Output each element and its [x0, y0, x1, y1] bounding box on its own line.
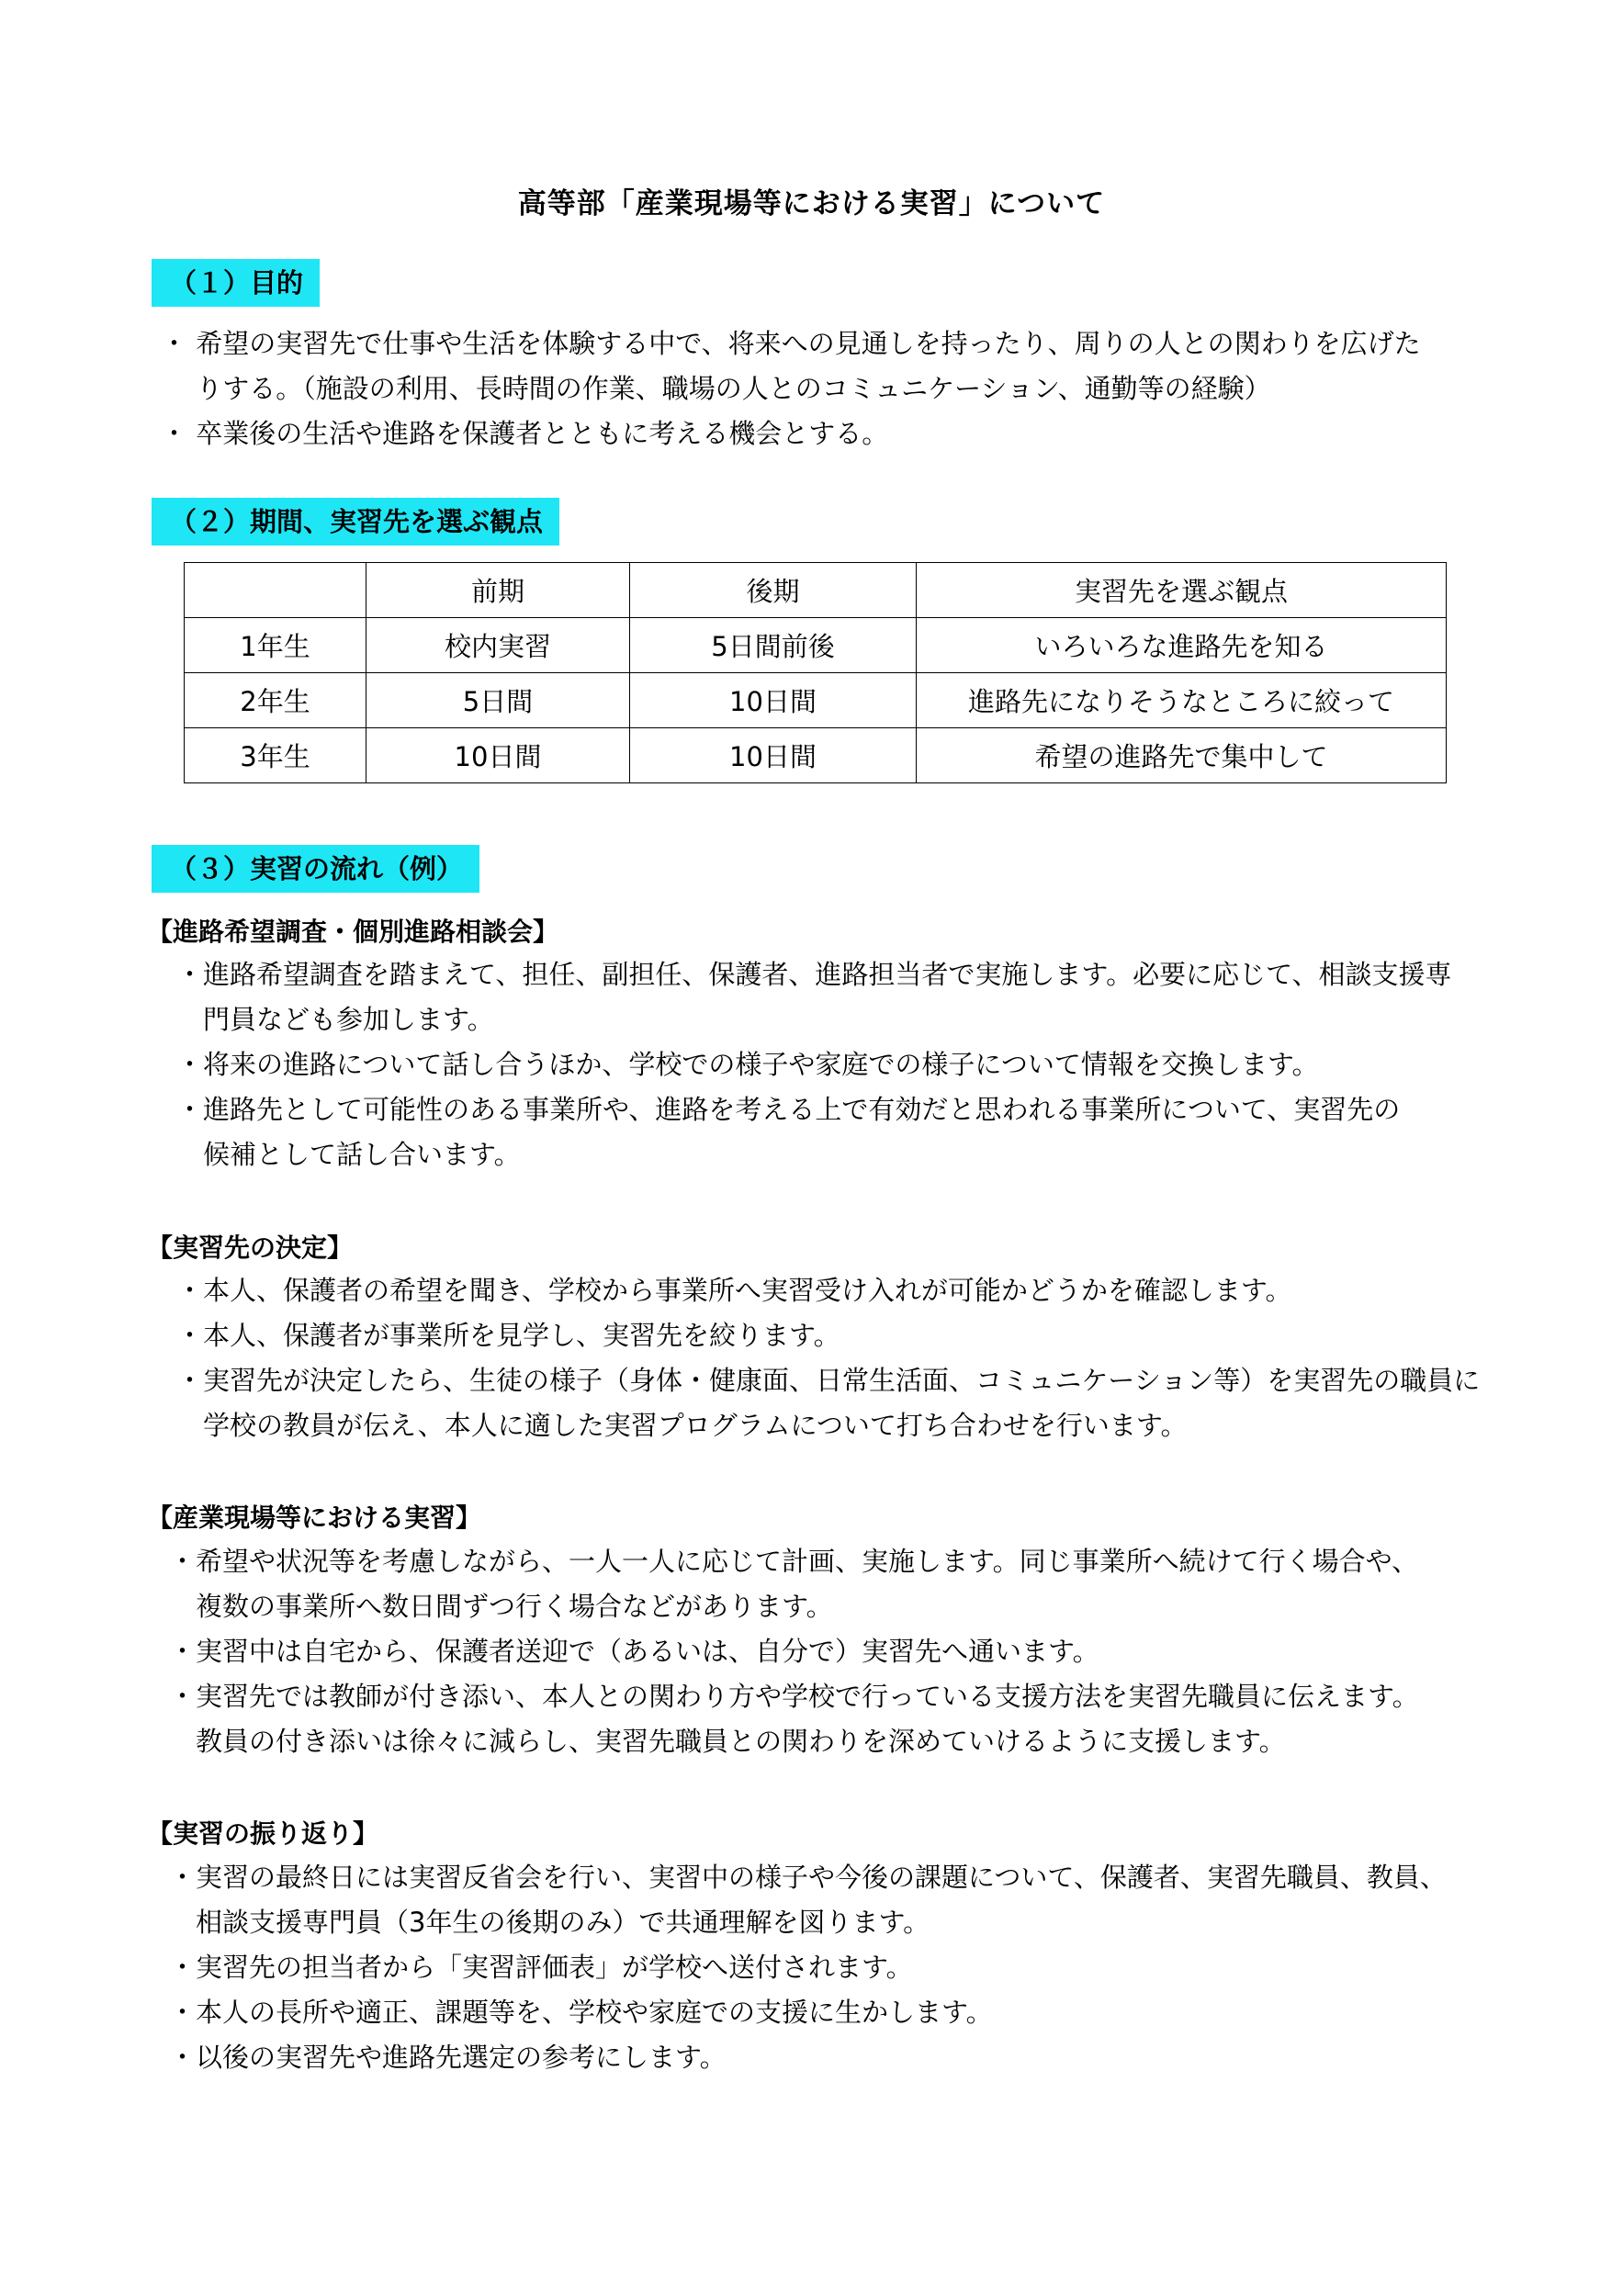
career-survey-list	[176, 952, 1452, 1177]
list-item: ・将来の進路について話し合うほか、学校での様子や家庭での様子について情報を交換します。	[176, 1049, 1319, 1080]
review-list	[169, 1855, 1447, 2080]
purpose-line: ・ 希望の実習先で仕事や生活を体験する中で、将来への見通しを持ったり、周りの人との関わりを広げた	[161, 328, 1421, 359]
block-heading-placement-decision: 【実習先の決定】	[147, 1232, 354, 1263]
list-item: 学校の教員が伝え、本人に適した実習プログラムについて打ち合わせを行います。	[176, 1410, 1188, 1441]
section-heading-period: （２）期間、実習先を選ぶ観点	[152, 498, 559, 546]
list-item: 相談支援専門員（3年生の後期のみ）で共通理解を図ります。	[169, 1907, 930, 1938]
list-item: ・実習中は自宅から、保護者送迎で（あるいは、自分で）実習先へ通います。	[169, 1636, 1099, 1667]
table-cell: 10日間	[630, 673, 917, 728]
section-heading-flow: （３）実習の流れ（例）	[152, 845, 479, 893]
table-cell: 3年生	[185, 728, 366, 783]
table-cell: 10日間	[630, 728, 917, 783]
list-item: 門員なども参加します。	[176, 1004, 494, 1035]
table-cell: 2年生	[185, 673, 366, 728]
list-item: ・進路希望調査を踏まえて、担任、副担任、保護者、進路担当者で実施します。必要に応じて、相談支援専	[176, 959, 1452, 990]
list-item: ・本人、保護者が事業所を見学し、実習先を絞ります。	[176, 1320, 840, 1351]
table-row	[185, 618, 1447, 673]
list-item: ・以後の実習先や進路先選定の参考にします。	[169, 2042, 727, 2073]
table-cell: いろいろな進路先を知る	[917, 618, 1447, 673]
purpose-line: ・ 卒業後の生活や進路を保護者とともに考える機会とする。	[161, 418, 889, 449]
list-item: 候補として話し合います。	[176, 1139, 521, 1170]
table-cell: 校内実習	[366, 618, 630, 673]
page-title: 高等部「産業現場等における実習」について	[517, 187, 1106, 220]
purpose-list	[161, 321, 1421, 456]
table-header-cell: 後期	[630, 563, 917, 618]
period-table	[184, 562, 1447, 783]
list-item: ・進路先として可能性のある事業所や、進路を考える上で有効だと思われる事業所について、実習先の	[176, 1094, 1401, 1125]
table-header-cell	[185, 563, 366, 618]
list-item: ・本人、保護者の希望を聞き、学校から事業所へ実習受け入れが可能かどうかを確認します。	[176, 1275, 1292, 1306]
list-item: 教員の付き添いは徐々に減らし、実習先職員との関わりを深めていけるように支援します。	[169, 1726, 1286, 1757]
table-row	[185, 673, 1447, 728]
table-header-cell: 前期	[366, 563, 630, 618]
list-item: 複数の事業所へ数日間ずつ行く場合などがあります。	[169, 1591, 833, 1622]
purpose-line: りする。（施設の利用、長時間の作業、職場の人とのコミュニケーション、通勤等の経験）	[161, 373, 1271, 404]
table-cell: 1年生	[185, 618, 366, 673]
block-heading-review: 【実習の振り返り】	[147, 1818, 379, 1849]
table-header-row	[185, 563, 1447, 618]
table-cell: 希望の進路先で集中して	[917, 728, 1447, 783]
block-heading-career-survey: 【進路希望調査・個別進路相談会】	[147, 917, 559, 947]
table-cell: 進路先になりそうなところに絞って	[917, 673, 1447, 728]
list-item: ・実習先の担当者から「実習評価表」が学校へ送付されます。	[169, 1952, 913, 1983]
table-header-cell: 実習先を選ぶ観点	[917, 563, 1447, 618]
table-cell: 5日間	[366, 673, 630, 728]
table-cell: 10日間	[366, 728, 630, 783]
section-heading-purpose: （１）目的	[152, 259, 320, 307]
placement-decision-list	[176, 1268, 1480, 1448]
block-heading-workplace-training: 【産業現場等における実習】	[147, 1503, 482, 1533]
workplace-training-list	[169, 1539, 1419, 1764]
list-item: ・実習の最終日には実習反省会を行い、実習中の様子や今後の課題について、保護者、実習先職員、教員、	[169, 1862, 1447, 1893]
list-item: ・本人の長所や適正、課題等を、学校や家庭での支援に生かします。	[169, 1997, 993, 2028]
table-row	[185, 728, 1447, 783]
list-item: ・実習先では教師が付き添い、本人との関わり方や学校で行っている支援方法を実習先職員に伝えます。	[169, 1681, 1419, 1712]
list-item: ・実習先が決定したら、生徒の様子（身体・健康面、日常生活面、コミュニケーション等）を実習先の職員に	[176, 1365, 1481, 1396]
table-cell: 5日間前後	[630, 618, 917, 673]
list-item: ・希望や状況等を考慮しながら、一人一人に応じて計画、実施します。同じ事業所へ続けて行く場合や、	[169, 1546, 1419, 1577]
